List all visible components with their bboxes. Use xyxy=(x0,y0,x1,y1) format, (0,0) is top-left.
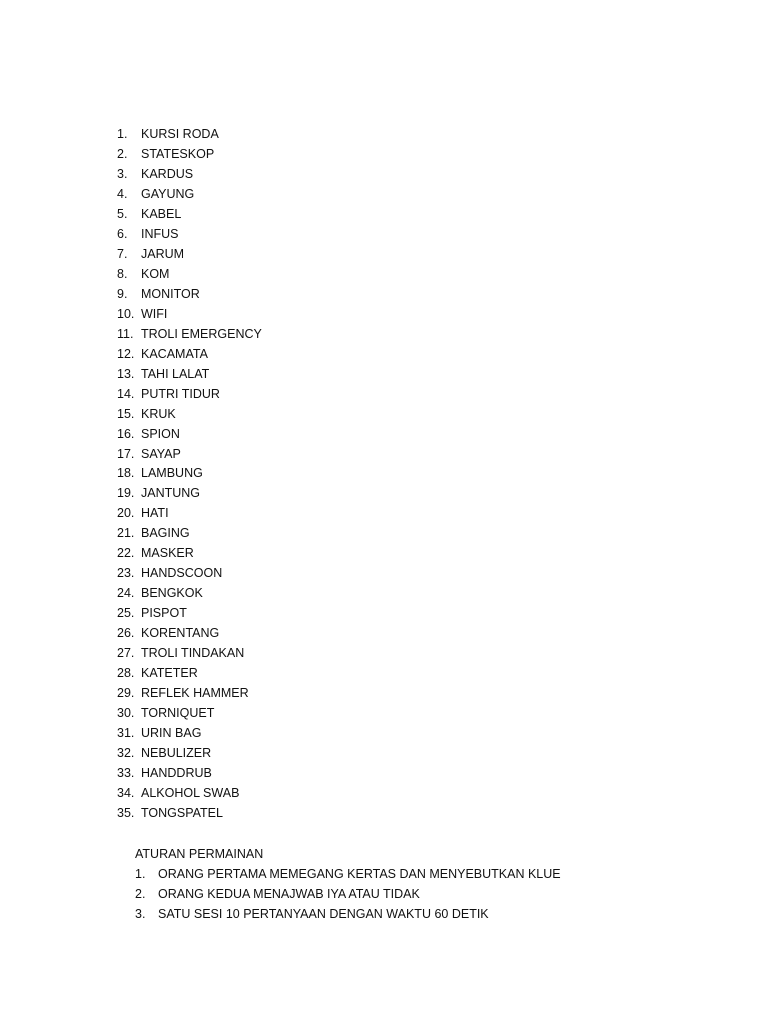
list-item-number: 1. xyxy=(117,127,128,141)
list-item xyxy=(117,185,262,205)
list-item xyxy=(117,644,262,664)
list-item-number: 33. xyxy=(117,766,135,780)
list-item xyxy=(117,165,262,185)
list-item xyxy=(117,365,262,385)
rule-item-label: ORANG KEDUA MENAJWAB IYA ATAU TIDAK xyxy=(158,887,420,901)
list-item-number: 26. xyxy=(117,626,135,641)
list-item-number: 6. xyxy=(117,226,128,241)
list-item-number: 16. xyxy=(117,426,135,441)
list-item-number: 21. xyxy=(117,526,135,541)
list-item-number: 19. xyxy=(117,486,135,501)
list-item xyxy=(117,464,262,484)
list-item xyxy=(117,624,262,644)
list-item-label: GAYUNG xyxy=(141,186,195,201)
list-item-label: URIN BAG xyxy=(141,726,202,741)
list-item xyxy=(117,784,262,804)
list-item-label: JANTUNG xyxy=(141,486,201,501)
list-item-label: HATI xyxy=(141,506,169,521)
list-item-label: KACAMATA xyxy=(141,346,208,361)
rule-item-number: 3. xyxy=(135,907,146,921)
list-item-label: NEBULIZER xyxy=(141,746,212,761)
rule-item-label: ORANG PERTAMA MEMEGANG KERTAS DAN MENYEBUTKAN KLUE xyxy=(158,867,561,881)
list-item-label: JARUM xyxy=(141,246,185,261)
list-item xyxy=(117,584,262,604)
list-item-label: BENGKOK xyxy=(141,586,203,601)
list-item-number: 14. xyxy=(117,386,135,401)
list-item-label: ALKOHOL SWAB xyxy=(141,785,240,800)
list-item-number: 18. xyxy=(117,466,135,481)
list-item-number: 2. xyxy=(117,146,128,161)
list-item xyxy=(117,385,262,405)
list-item xyxy=(117,205,262,225)
list-item-number: 35. xyxy=(117,805,135,820)
list-item-label: HANDSCOON xyxy=(141,566,223,581)
items-list xyxy=(117,125,262,824)
list-item-label: KARDUS xyxy=(141,166,194,181)
rules-title: ATURAN PERMAINAN xyxy=(135,847,264,861)
list-item xyxy=(117,325,262,345)
list-item xyxy=(117,445,262,465)
list-item xyxy=(117,564,262,584)
list-item-number: 9. xyxy=(117,286,128,301)
list-item xyxy=(117,604,262,624)
list-item xyxy=(117,405,262,425)
list-item-label: TORNIQUET xyxy=(141,706,215,721)
list-item xyxy=(117,804,262,824)
list-item-label: KURSI RODA xyxy=(141,127,219,141)
list-item-number: 12. xyxy=(117,346,135,361)
list-item-number: 22. xyxy=(117,546,135,561)
rules-list xyxy=(135,864,561,924)
list-item-label: SPION xyxy=(141,426,180,441)
list-item-label: KATETER xyxy=(141,666,198,681)
list-item-number: 31. xyxy=(117,726,135,741)
list-item-number: 30. xyxy=(117,706,135,721)
rule-item xyxy=(135,884,561,904)
list-item xyxy=(117,305,262,325)
list-item xyxy=(117,484,262,504)
list-item xyxy=(117,125,262,145)
list-item-number: 5. xyxy=(117,206,128,221)
list-item-number: 20. xyxy=(117,506,135,521)
rule-item-label: SATU SESI 10 PERTANYAAN DENGAN WAKTU 60 DETIK xyxy=(158,907,489,921)
list-item-number: 11. xyxy=(117,326,134,341)
list-item-number: 27. xyxy=(117,646,135,661)
list-item-label: TAHI LALAT xyxy=(141,366,210,381)
list-item-label: WIFI xyxy=(141,306,168,321)
list-item xyxy=(117,524,262,544)
list-item-number: 15. xyxy=(117,406,135,421)
list-item-label: KABEL xyxy=(141,206,182,221)
list-item-label: TROLI TINDAKAN xyxy=(141,646,245,661)
list-item xyxy=(117,145,262,165)
list-item-label: KRUK xyxy=(141,406,176,421)
list-item-label: STATESKOP xyxy=(141,146,215,161)
list-item xyxy=(117,544,262,564)
list-item-number: 4. xyxy=(117,186,128,201)
list-item-label: SAYAP xyxy=(141,446,181,461)
list-item-number: 13. xyxy=(117,366,135,381)
list-item-number: 8. xyxy=(117,266,128,281)
list-item-number: 10. xyxy=(117,306,135,321)
list-item-label: HANDDRUB xyxy=(141,766,212,780)
list-item-label: PISPOT xyxy=(141,606,187,621)
list-item-number: 24. xyxy=(117,586,135,601)
rule-item-number: 1. xyxy=(135,867,146,881)
list-item xyxy=(117,664,262,684)
list-item xyxy=(117,425,262,445)
list-item xyxy=(117,345,262,365)
list-item-number: 25. xyxy=(117,606,135,621)
list-item-number: 29. xyxy=(117,686,135,701)
list-item xyxy=(117,504,262,524)
list-item-label: MASKER xyxy=(141,546,194,561)
list-item xyxy=(117,285,262,305)
rule-item xyxy=(135,904,561,924)
list-item xyxy=(117,225,262,245)
list-item xyxy=(117,265,262,285)
list-item-number: 34. xyxy=(117,785,135,800)
list-item xyxy=(117,744,262,764)
list-item-number: 28. xyxy=(117,666,135,681)
list-item-number: 7. xyxy=(117,246,128,261)
list-item-label: KORENTANG xyxy=(141,626,220,641)
list-item xyxy=(117,764,262,784)
list-item-label: MONITOR xyxy=(141,286,200,301)
list-item-label: KOM xyxy=(141,266,170,281)
list-item-number: 17. xyxy=(117,446,135,461)
list-item-label: REFLEK HAMMER xyxy=(141,686,249,701)
list-item xyxy=(117,724,262,744)
list-item xyxy=(117,704,262,724)
list-item-label: TONGSPATEL xyxy=(141,805,223,820)
rule-item-number: 2. xyxy=(135,887,146,901)
list-item-number: 32. xyxy=(117,746,135,761)
list-item-number: 23. xyxy=(117,566,135,581)
list-item xyxy=(117,245,262,265)
list-item-label: TROLI EMERGENCY xyxy=(141,326,262,341)
list-item-label: LAMBUNG xyxy=(141,466,203,481)
list-item-label: INFUS xyxy=(141,226,179,241)
list-item-label: BAGING xyxy=(141,526,190,541)
list-item xyxy=(117,684,262,704)
list-item-number: 3. xyxy=(117,166,128,181)
rule-item xyxy=(135,864,561,884)
list-item-label: PUTRI TIDUR xyxy=(141,386,220,401)
